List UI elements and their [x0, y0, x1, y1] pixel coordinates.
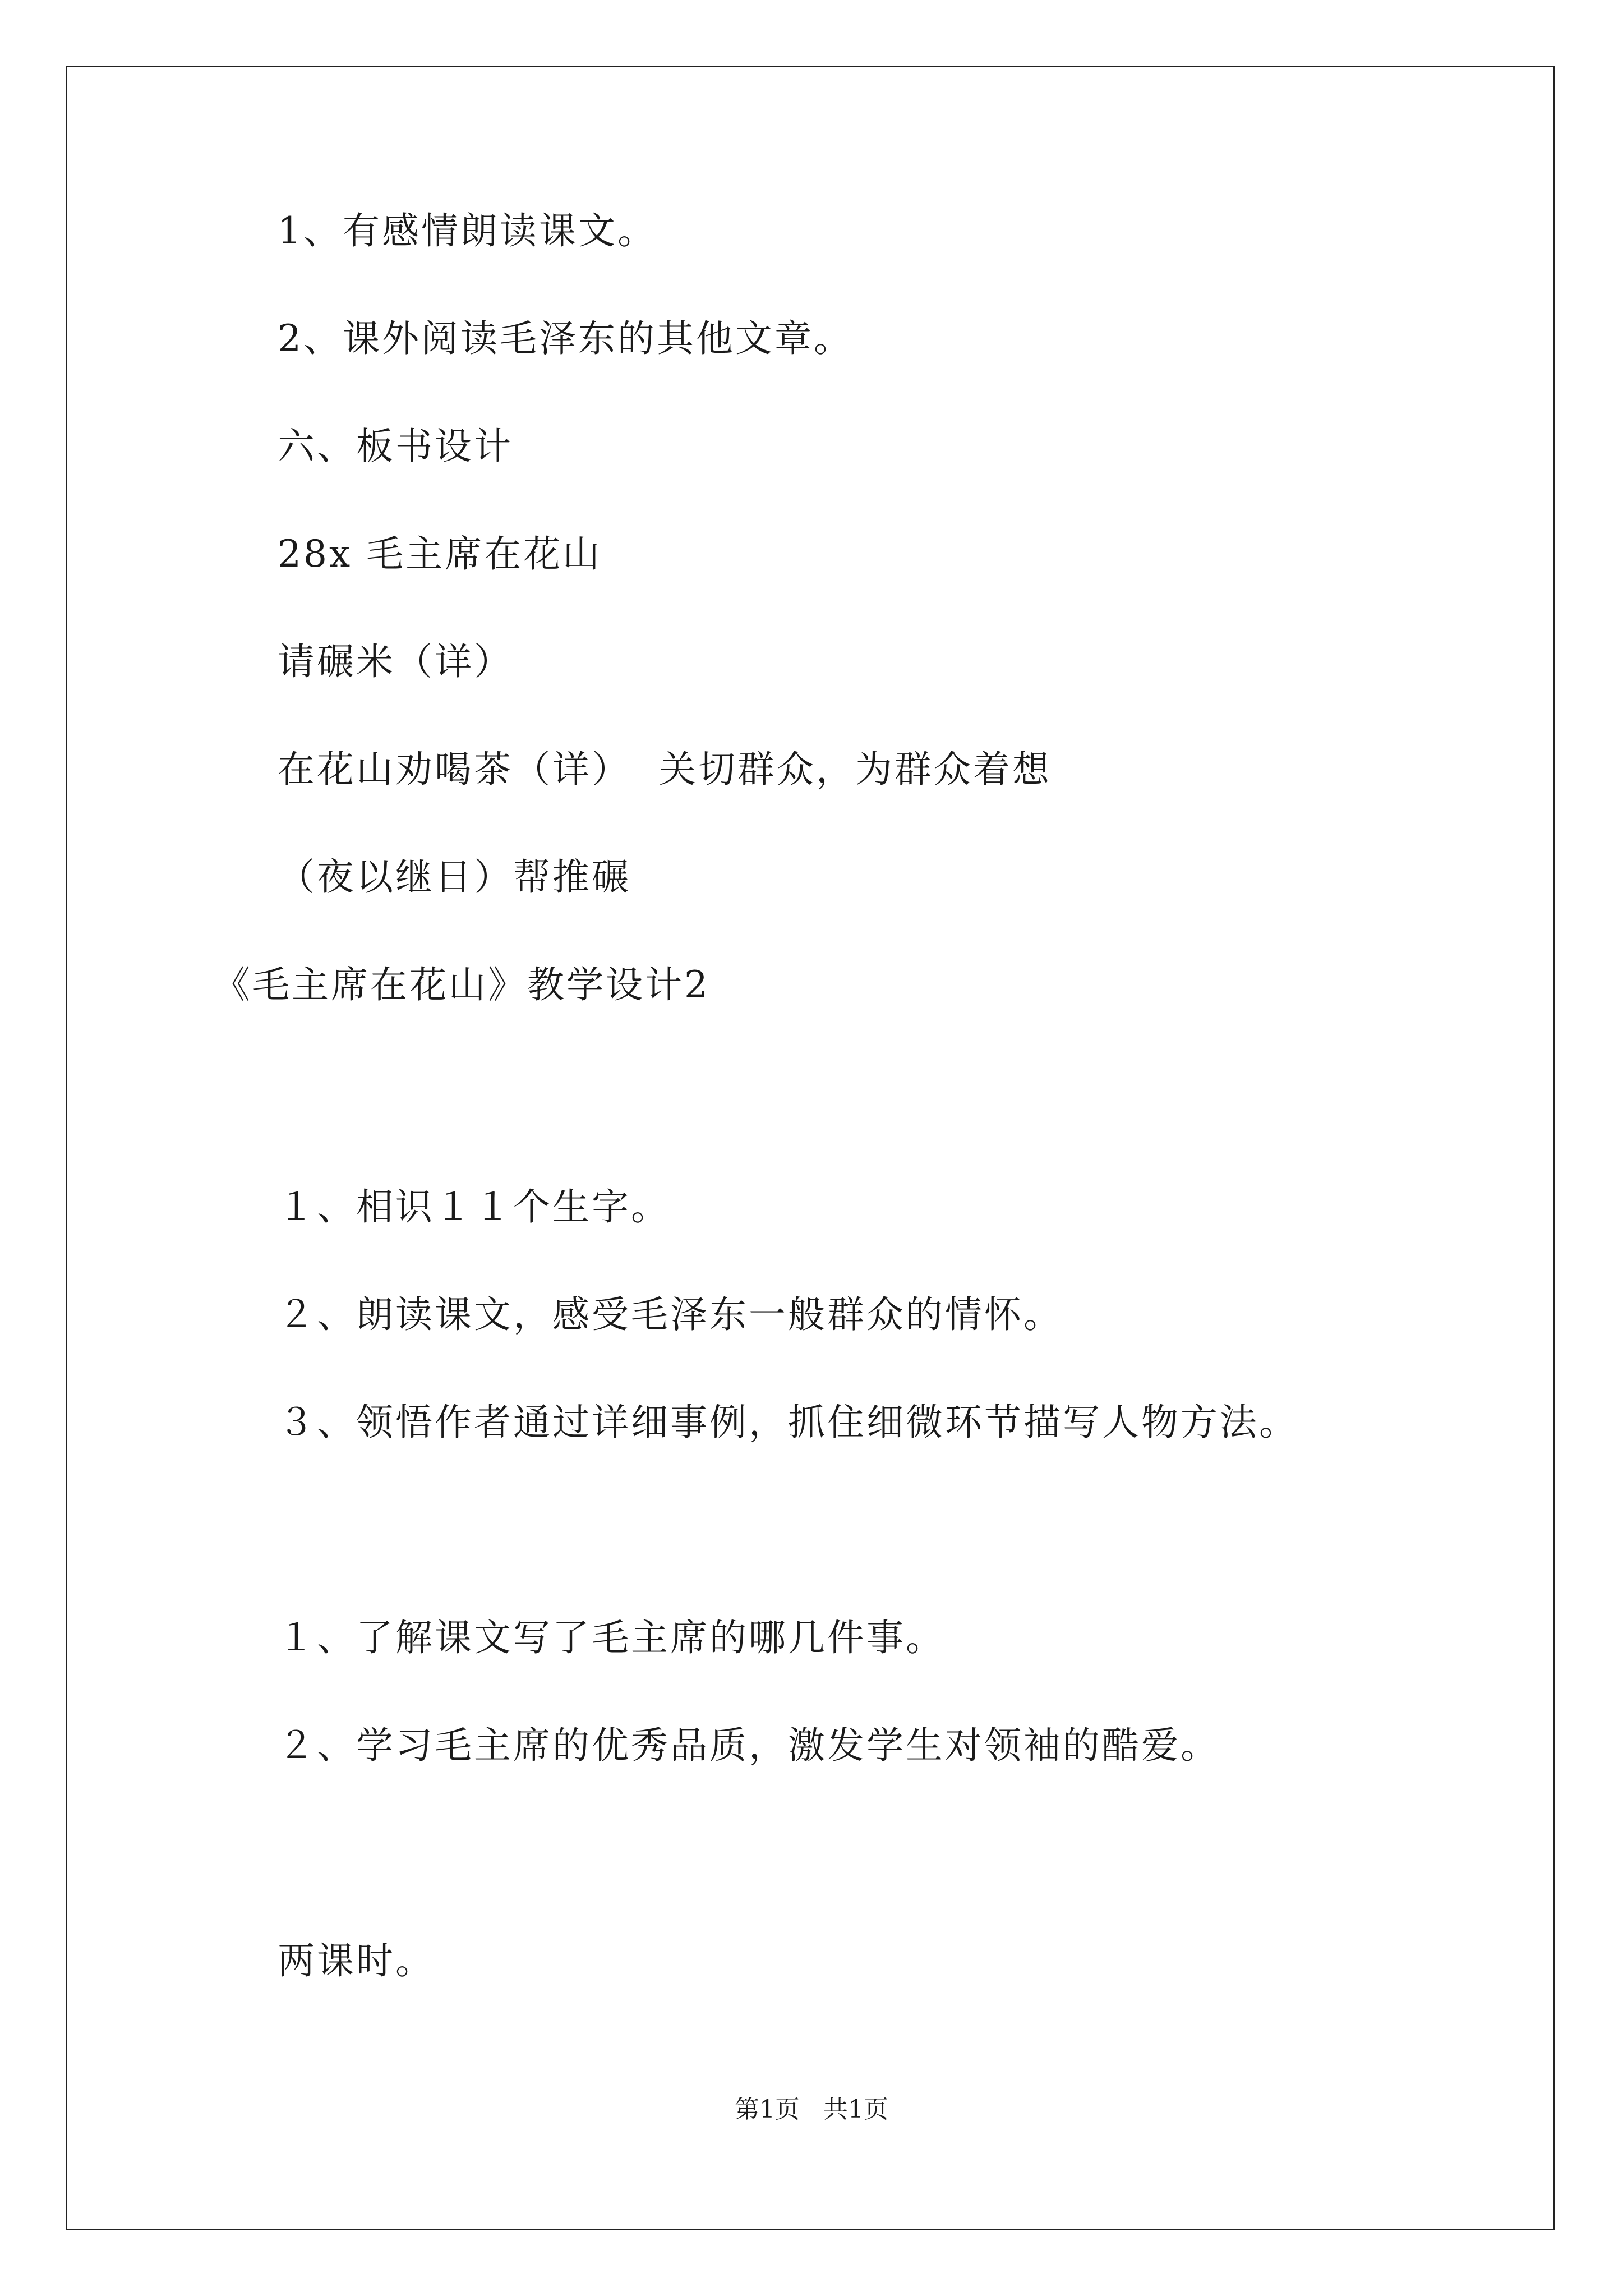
board-line-night: （夜以继日）帮推碾 [278, 855, 631, 899]
objective-3: ３、领悟作者通过详细事例，抓住细微环节描写人物方法。 [278, 1401, 1298, 1444]
board-line-tea: 在花山劝喝茶（详） 关切群众，为群众着想 [278, 748, 1052, 791]
page-footer: 第1页 共1页 [735, 2095, 888, 2124]
objective-2: ２、朗读课文，感受毛泽东一般群众的情怀。 [278, 1293, 1063, 1336]
section-heading-board-design: 六、板书设计 [278, 425, 513, 468]
page-border [66, 66, 1555, 2230]
class-hours: 两课时。 [278, 1939, 435, 1982]
board-title: 28x 毛主席在花山 [278, 532, 602, 576]
key-point-1: １、了解课文写了毛主席的哪几件事。 [278, 1616, 945, 1659]
text-line-homework-1: 1、有感情朗读课文。 [278, 209, 657, 252]
key-point-2: ２、学习毛主席的优秀品质，激发学生对领袖的酷爱。 [278, 1724, 1220, 1767]
objective-1: １、相识１１个生字。 [278, 1185, 670, 1228]
document-title-2: 《毛主席在花山》教学设计2 [213, 963, 710, 1006]
text-line-homework-2: 2、课外阅读毛泽东的其他文章。 [278, 317, 853, 360]
board-line-rice: 请碾米（详） [278, 640, 513, 683]
